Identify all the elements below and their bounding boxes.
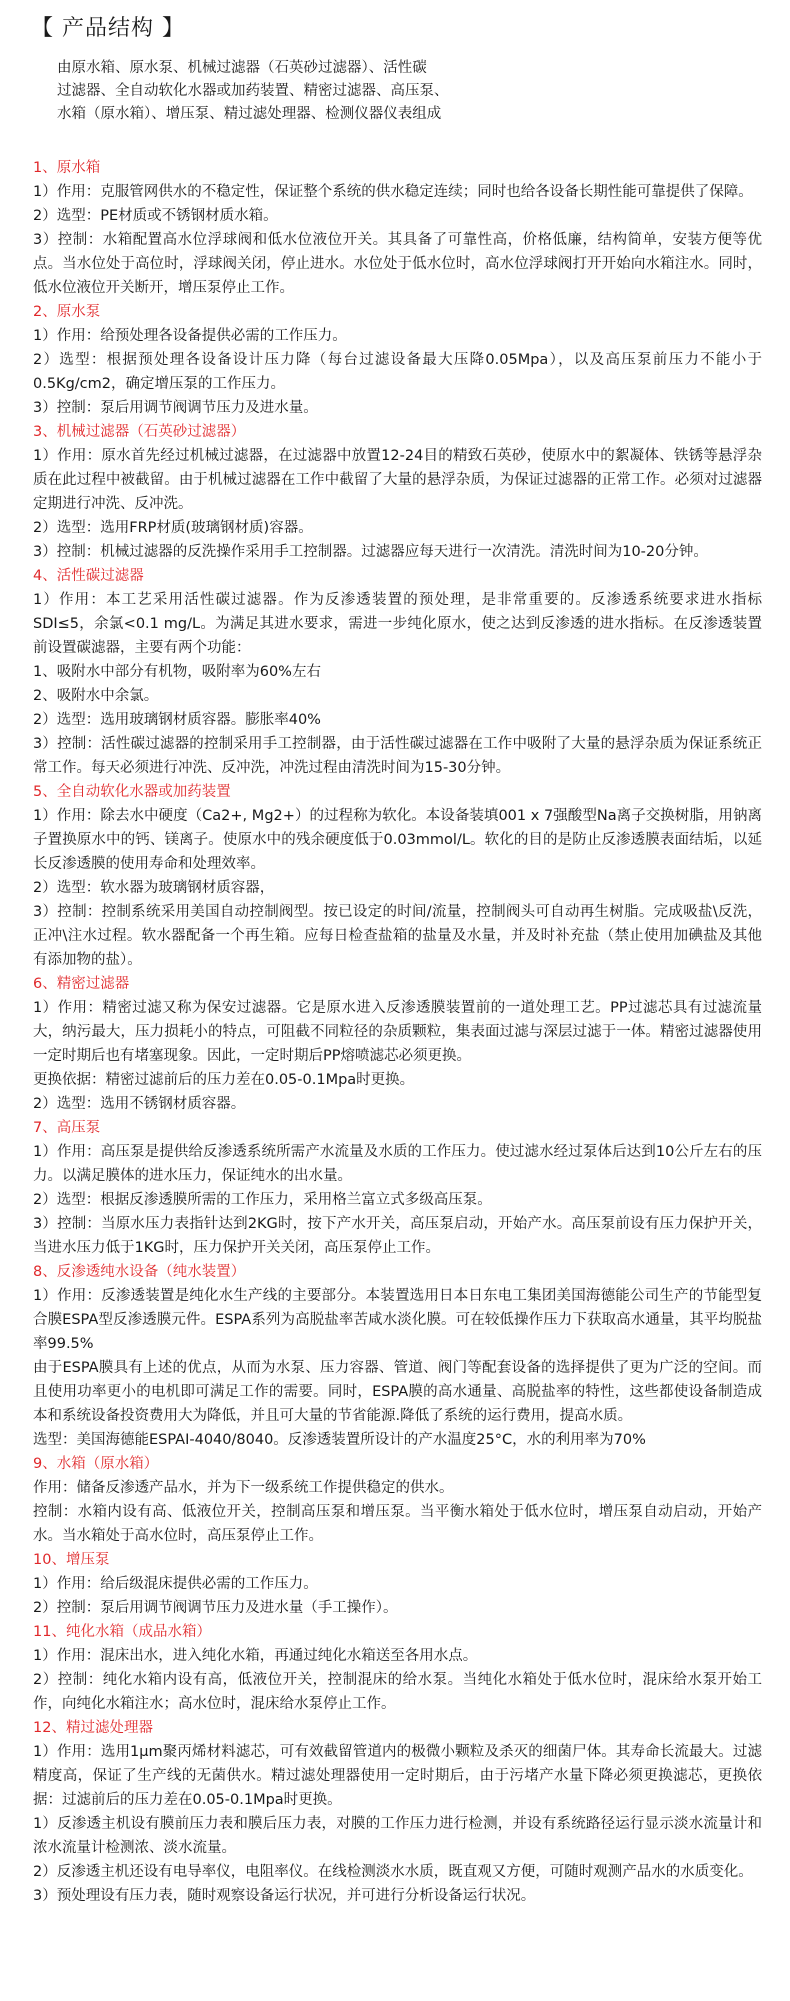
section-paragraph: 3）控制：水箱配置高水位浮球阀和低水位液位开关。其具备了可靠性高，价格低廉，结构简单，安装方便等优点。当水位处于高位时，浮球阀关闭，停止进水。水位处于低水位时，高水位浮球阀打开开始向水箱注水。同时，低水位液位开关断开，增压泵停止工作。 (33, 232, 762, 296)
section-heading: 9、水箱（原水箱） (33, 1456, 159, 1472)
section-paragraph: 1）作用：原水首先经过机械过滤器，在过滤器中放置12-24目的精致石英砂，使原水中的絮凝体、铁锈等悬浮杂质在此过程中被截留。由于机械过滤器在工作中截留了大量的悬浮杂质，为保证过滤器的正常工作。必须对过滤器定期进行冲洗、反冲洗。 (33, 448, 762, 512)
section-paragraph: 2）控制：泵后用调节阀调节压力及进水量（手工操作）。 (33, 1600, 398, 1616)
section-paragraph: 2）控制：纯化水箱内设有高，低液位开关，控制混床的给水泵。当纯化水箱处于低水位时，混床给水泵开始工作，向纯化水箱注水；高水位时，混床给水泵停止工作。 (33, 1672, 762, 1712)
page-title: 【 产品结构 】 (31, 16, 185, 41)
section (33, 780, 762, 972)
section-paragraph: 1）作用：给预处理各设备提供必需的工作压力。 (33, 328, 347, 344)
section-paragraph: 3）控制：当原水压力表指针达到2KG时，按下产水开关，高压泵启动，开始产水。高压泵前设有压力保护开关，当进水压力低于1KG时，压力保护开关关闭，高压泵停止工作。 (33, 1216, 762, 1256)
section-paragraph: 3）预处理设有压力表，随时观察设备运行状况，并可进行分析设备运行状况。 (33, 1888, 536, 1904)
section-paragraph: 3）控制：控制系统采用美国自动控制阀型。按已设定的时间/流量，控制阀头可自动再生树脂。完成吸盐\反洗，正冲\注水过程。软水器配备一个再生箱。应每日检查盐箱的盐量及水量，并及时补充盐（禁止使用加碘盐及其他有添加物的盐）。 (33, 904, 762, 968)
section (33, 564, 762, 780)
section-paragraph: 3）控制：泵后用调节阀调节压力及进水量。 (33, 400, 318, 416)
intro-line: 过滤器、全自动软化水器或加药装置、精密过滤器、高压泵、 (57, 83, 449, 99)
section-paragraph: 1）作用：克服管网供水的不稳定性，保证整个系统的供水稳定连续；同时也给各设备长期性能可靠提供了保障。 (33, 184, 753, 200)
section-paragraph: 2）选型：PE材质或不锈钢材质水箱。 (33, 208, 278, 224)
section-heading: 7、高压泵 (33, 1120, 101, 1136)
section-paragraph: 1）作用：精密过滤又称为保安过滤器。它是原水进入反渗透膜装置前的一道处理工艺。PP过滤芯具有过滤流量大，纳污最大，压力损耗小的特点，可阻截不同粒径的杂质颗粒，集表面过滤与深层过滤于一体。精密过滤器使用一定时期后也有堵塞现象。因此，一定时期后PP熔喷滤芯必须更换。 (33, 1000, 762, 1064)
section-paragraph: 2）选型：选用玻璃钢材质容器。膨胀率40% (33, 712, 321, 728)
section-paragraph: 2）反渗透主机还设有电导率仪，电阻率仪。在线检测淡水水质，既直观又方便，可随时观测产品水的水质变化。 (33, 1864, 753, 1880)
section (33, 300, 762, 420)
section-heading: 10、增压泵 (33, 1552, 110, 1568)
section-paragraph: 控制：水箱内设有高、低液位开关，控制高压泵和增压泵。当平衡水箱处于低水位时，增压泵自动启动，开始产水。当水箱处于高水位时，高压泵停止工作。 (33, 1504, 762, 1544)
section (33, 1716, 762, 1908)
section-paragraph: 2）选型：软水器为玻璃钢材质容器， (33, 880, 275, 896)
section-paragraph: 3）控制：活性碳过滤器的控制采用手工控制器，由于活性碳过滤器在工作中吸附了大量的悬浮杂质为保证系统正常工作。每天必须进行冲洗、反冲洗，冲洗过程由清洗时间为15-30分钟。 (33, 736, 762, 776)
intro-line: 由原水箱、原水泵、机械过滤器（石英砂过滤器）、活性碳 (57, 60, 427, 76)
section-paragraph: 1、吸附水中部分有机物，吸附率为60%左右 (33, 664, 321, 680)
section-heading: 5、全自动软化水器或加药装置 (33, 784, 231, 800)
section-paragraph: 2）选型：根据预处理各设备设计压力降（每台过滤设备最大压降0.05Mpa），以及高压泵前压力不能小于0.5Kg/cm2，确定增压泵的工作压力。 (33, 352, 762, 392)
section-heading: 11、纯化水箱（成品水箱） (33, 1624, 211, 1640)
section (33, 1116, 762, 1260)
section-paragraph: 作用：储备反渗透产品水，并为下一级系统工作提供稳定的供水。 (33, 1480, 454, 1496)
section-paragraph: 1）反渗透主机设有膜前压力表和膜后压力表，对膜的工作压力进行检测，并设有系统路径运行显示淡水流量计和浓水流量计检测浓、淡水流量。 (33, 1816, 762, 1856)
section-heading: 3、机械过滤器（石英砂过滤器） (33, 424, 246, 440)
section (33, 1620, 762, 1716)
section-heading: 6、精密过滤器 (33, 976, 130, 992)
section (33, 1260, 762, 1452)
section-heading: 12、精过滤处理器 (33, 1720, 153, 1736)
section-paragraph: 1）作用：选用1μm聚丙烯材料滤芯，可有效截留管道内的极微小颗粒及杀灭的细菌尸体。其寿命长流最大。过滤精度高，保证了生产线的无菌供水。精过滤处理器使用一定时期后，由于污堵产水量下降必须更换滤芯，更换依据：过滤前后的压力差在0.05-0.1Mpa时更换。 (33, 1744, 762, 1808)
section-paragraph: 更换依据：精密过滤前后的压力差在0.05-0.1Mpa时更换。 (33, 1072, 415, 1088)
section-paragraph: 2、吸附水中余氯。 (33, 688, 159, 704)
section-paragraph: 2）选型：选用FRP材质(玻璃钢材质)容器。 (33, 520, 313, 536)
section-heading: 8、反渗透纯水设备（纯水装置） (33, 1264, 246, 1280)
section (33, 972, 762, 1116)
section-paragraph: 3）控制：机械过滤器的反洗操作采用手工控制器。过滤器应每天进行一次清洗。清洗时间为10-20分钟。 (33, 544, 708, 560)
section-paragraph: 选型：美国海德能ESPAI-4040/8040。反渗透装置所设计的产水温度25°C，水的利用率为70% (33, 1432, 646, 1448)
section-paragraph: 2）选型：根据反渗透膜所需的工作压力，采用格兰富立式多级高压泵。 (33, 1192, 492, 1208)
section-paragraph: 1）作用：给后级混床提供必需的工作压力。 (33, 1576, 318, 1592)
section-paragraph: 1）作用：反渗透装置是纯化水生产线的主要部分。本装置选用日本日东电工集团美国海德能公司生产的节能型复合膜ESPA型反渗透膜元件。ESPA系列为高脱盐率苦咸水淡化膜。可在较低操作压力下获取高水通量，其平均脱盐率99.5% (33, 1288, 762, 1352)
section-paragraph: 1）作用：混床出水，进入纯化水箱，再通过纯化水箱送至各用水点。 (33, 1648, 478, 1664)
section-paragraph: 1）作用：除去水中硬度（Ca2+, Mg2+）的过程称为软化。本设备装填001 x 7强酸型Na离子交换树脂，用钠离子置换原水中的钙、镁离子。使原水中的残余硬度低于0.03mmol/L。软化的目的是防止反渗透膜表面结垢，以延长反渗透膜的使用寿命和处理效率。 (33, 808, 762, 872)
section-heading: 4、活性碳过滤器 (33, 568, 144, 584)
section (33, 420, 762, 564)
intro-line: 水箱（原水箱）、增压泵、精过滤处理器、检测仪器仪表组成 (57, 106, 442, 122)
intro-block (33, 46, 762, 126)
section (33, 156, 762, 300)
section-paragraph: 2）选型：选用不锈钢材质容器。 (33, 1096, 246, 1112)
section (33, 1548, 762, 1620)
section-paragraph: 由于ESPA膜具有上述的优点，从而为水泵、压力容器、管道、阀门等配套设备的选择提供了更为广泛的空间。而且使用功率更小的电机即可满足工作的需要。同时，ESPA膜的高水通量、高脱盐率的特性，这些都使设备制造成本和系统设备投资费用大为降低，并且可大量的节省能源.降低了系统的运行费用，提高水质。 (33, 1360, 762, 1424)
section-heading: 2、原水泵 (33, 304, 101, 320)
section-heading: 1、原水箱 (33, 160, 101, 176)
section-paragraph: 1）作用：本工艺采用活性碳过滤器。作为反渗透装置的预处理，是非常重要的。反渗透系统要求进水指标SDI≤5，余氯<0.1 mg/L。为满足其进水要求，需进一步纯化原水，使之达到反渗透的进水指标。在反渗透装置前设置碳滤器，主要有两个功能： (33, 592, 762, 656)
section (33, 1452, 762, 1548)
section-paragraph: 1）作用：高压泵是提供给反渗透系统所需产水流量及水质的工作压力。使过滤水经过泵体后达到10公斤左右的压力。以满足膜体的进水压力，保证纯水的出水量。 (33, 1144, 762, 1184)
sections-container (33, 156, 762, 1908)
